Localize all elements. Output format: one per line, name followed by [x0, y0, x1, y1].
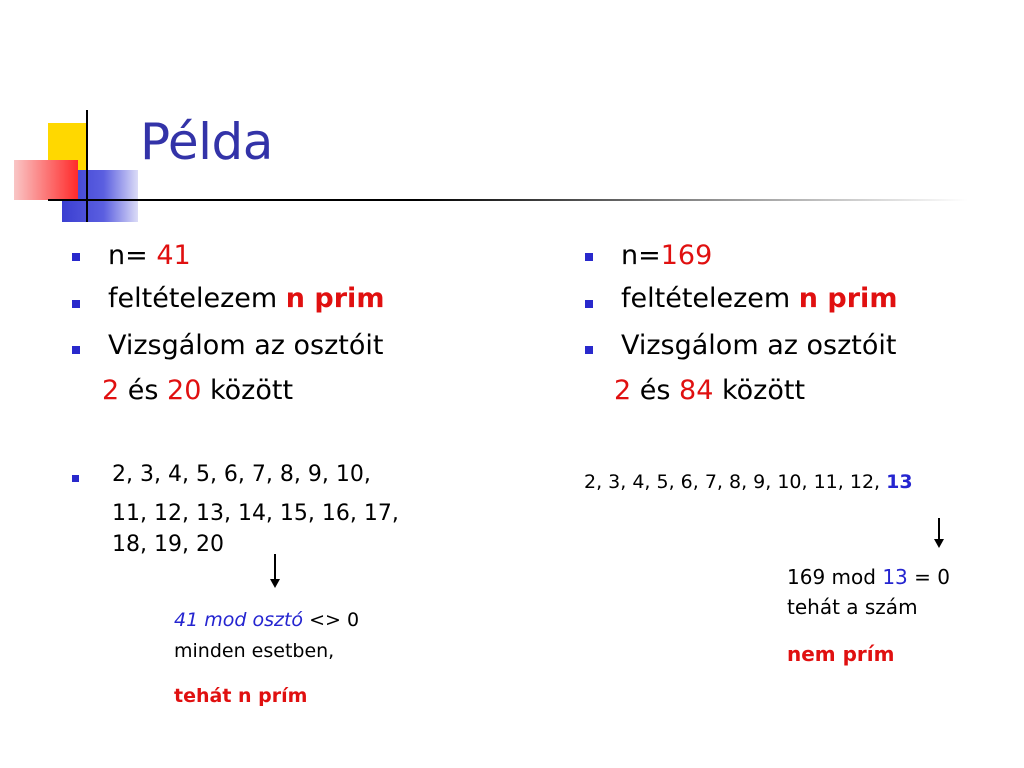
left-range-to: 20 — [167, 375, 202, 406]
right-divisor-found: 13 — [886, 471, 913, 493]
right-assume-label: feltételezem — [621, 283, 799, 314]
right-mod-prefix: 169 mod — [787, 565, 883, 589]
left-assume-value: n prim — [285, 283, 385, 314]
decor-vertical-line — [86, 110, 88, 222]
bullet-icon — [585, 300, 593, 308]
right-range-from: 2 — [614, 375, 632, 406]
left-mod-line-2: minden esetben, — [174, 640, 335, 662]
bullet-icon — [585, 346, 593, 354]
right-mod-suffix: = 0 — [907, 565, 950, 589]
left-mod-expr: 41 mod osztó — [174, 609, 304, 631]
left-divisors-line-1: 2, 3, 4, 5, 6, 7, 8, 9, 10, — [112, 462, 371, 487]
bullet-icon — [72, 300, 80, 308]
left-divisors-line-3: 18, 19, 20 — [112, 532, 224, 557]
right-n-value: 169 — [660, 240, 713, 271]
right-n-label: n= — [621, 240, 661, 271]
right-range-and: és — [631, 375, 680, 406]
page-title: Példa — [140, 113, 273, 171]
left-mod-rest: <> 0 — [303, 609, 360, 631]
right-mod-line — [787, 565, 950, 590]
bullet-icon — [72, 346, 80, 354]
bullet-icon — [72, 253, 80, 261]
bullet-icon — [585, 253, 593, 261]
title-underline — [48, 199, 968, 201]
left-range-and: és — [119, 375, 168, 406]
left-n-value: 41 — [156, 240, 191, 271]
left-assume-label: feltételezem — [108, 283, 286, 314]
right-range-suffix: között — [713, 375, 806, 406]
right-assume-value: n prim — [798, 283, 898, 314]
left-assume-item — [108, 283, 384, 315]
left-check-item: Vizsgálom az osztóit — [108, 330, 384, 361]
right-range-line — [614, 375, 805, 407]
left-range-from: 2 — [102, 375, 120, 406]
left-n-label: n= — [108, 240, 157, 271]
down-arrow-icon — [268, 554, 282, 586]
right-mod-line-2: tehát a szám — [787, 595, 918, 619]
right-n-item — [621, 240, 712, 272]
right-range-to: 84 — [679, 375, 714, 406]
left-range-line — [102, 375, 293, 407]
down-arrow-icon — [932, 518, 946, 546]
right-mod-value: 13 — [882, 565, 908, 589]
left-range-suffix: között — [201, 375, 294, 406]
left-conclusion: tehát n prím — [174, 685, 308, 707]
left-mod-line — [174, 608, 359, 632]
decor-red-square — [14, 160, 78, 200]
right-divisors-line — [584, 470, 913, 494]
right-assume-item — [621, 283, 897, 315]
right-conclusion: nem prím — [787, 642, 895, 666]
right-divisors: 2, 3, 4, 5, 6, 7, 8, 9, 10, 11, 12, — [584, 471, 887, 493]
left-n-item — [108, 240, 191, 272]
right-check-item: Vizsgálom az osztóit — [621, 330, 897, 361]
bullet-icon — [72, 475, 79, 482]
left-divisors-line-2: 11, 12, 13, 14, 15, 16, 17, — [112, 501, 399, 526]
